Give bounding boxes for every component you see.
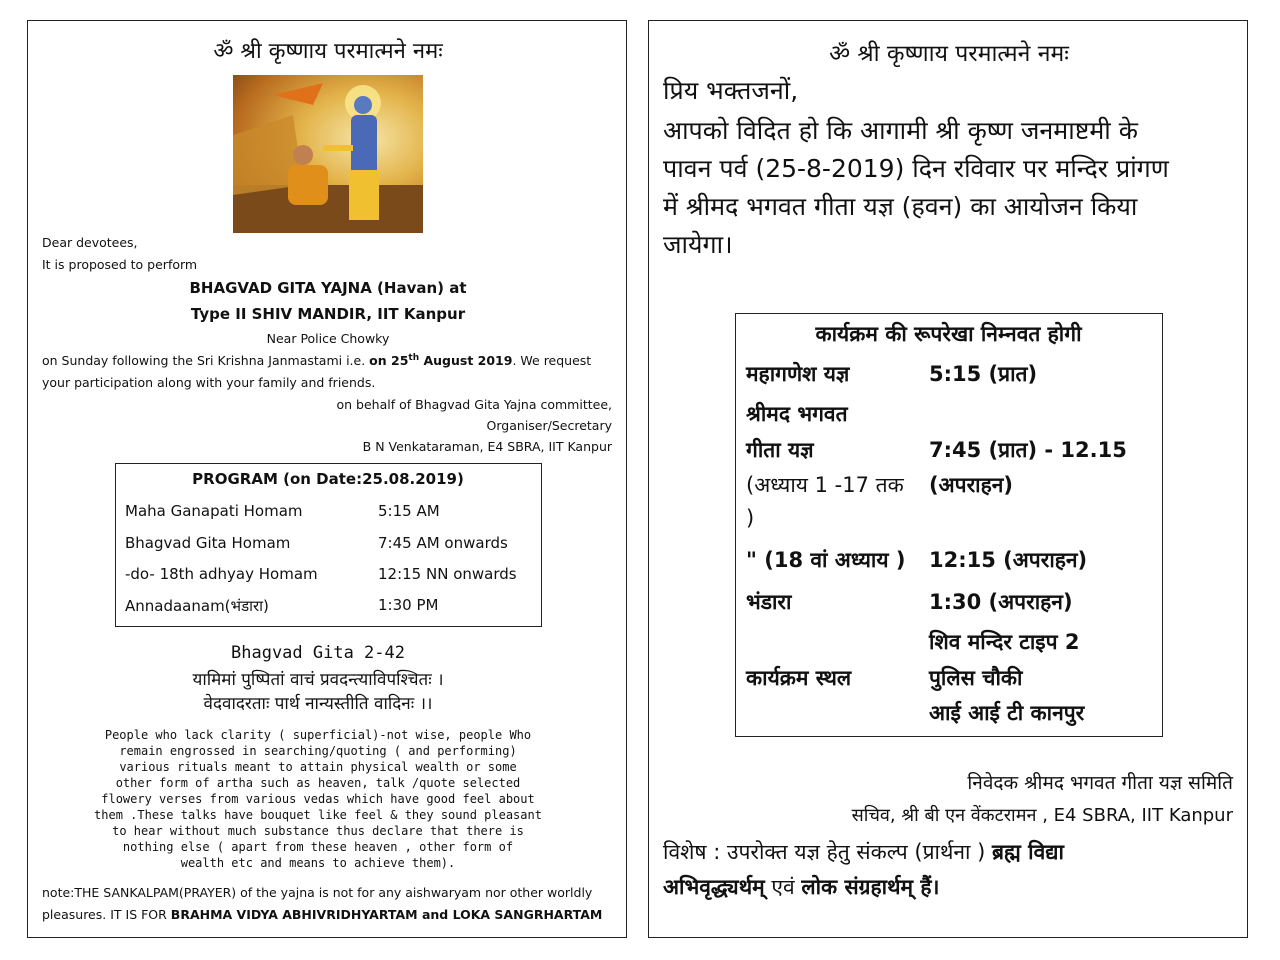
special-line-1 [663,838,1064,866]
translation-line: other form of artha such as heaven, talk /quote selected [115,776,521,790]
program-event-1: Maha Ganapati Homam [125,502,303,520]
program-event-3: -do- 18th adhyay Homam [125,565,318,583]
intro: It is proposed to perform [42,257,198,272]
date-line [42,353,591,368]
translation-line: wealth etc and means to achieve them). [180,856,456,870]
schedule-event-1: महागणेश यज्ञ [746,362,850,386]
translation-line: to hear without much substance thus declare that there is [112,824,524,838]
program-box [115,463,542,627]
verse-line-1: यामिमां पुष्पितां वाचं प्रवदन्त्याविपश्चितः । [192,670,444,690]
signature-secretary: सचिव, श्री बी एन वेंकटरामन , E4 SBRA, IIT Kanpur [851,805,1233,826]
verse-reference: Bhagvad Gita 2-42 [231,643,405,663]
schedule-time-3: 12:15 (अपराहन) [929,548,1088,572]
schedule-time-2a: 7:45 (प्रात) - 12.15 [929,438,1127,462]
date-line-end: . We request [512,353,592,369]
para-line-3: में श्रीमद भगवत गीता यज्ञ (हवन) का आयोजन किया [663,192,1138,221]
schedule-event-2b: गीता यज्ञ [746,438,814,462]
schedule-time-1: 5:15 (प्रात) [929,362,1038,386]
schedule-box [735,313,1163,737]
translation-line: People who lack clarity ( superficial)-not wise, people Who [104,728,532,742]
schedule-heading: कार्यक्रम की रूपरेखा निम्नवत होगी [815,322,1082,346]
invocation-heading: ॐ श्री कृष्णाय परमात्मने नमः [213,39,443,64]
on-behalf: on behalf of Bhagvad Gita Yajna committee, [336,397,612,412]
krishna-arjuna-illustration [233,75,423,233]
venue-line-3: आई आई टी कानपुर [929,701,1085,725]
schedule-event-2a: श्रीमद भगवत [746,402,848,426]
date-line-start: on Sunday following the Sri Krishna Janmastami i.e. [42,353,370,369]
venue: Type II SHIV MANDIR, IIT Kanpur [190,305,466,323]
note-bold: BRAHMA VIDYA ABHIVRIDHYARTAM and LOKA SANGRHARTAM [170,907,603,922]
verse-line-2: वेदवादरताः पार्थ नान्यस्तीति वादिनः ।। [203,694,433,714]
schedule-time-4: 1:30 (अपराहन) [929,590,1073,614]
program-time-2: 7:45 AM onwards [378,534,508,552]
translation-line: various rituals meant to attain physical wealth or some [119,760,517,774]
program-heading: PROGRAM (on Date:25.08.2019) [192,470,464,488]
translation-line: remain engrossed in searching/quoting ( and performing) [119,744,517,758]
program-event-2: Bhagvad Gita Homam [125,534,291,552]
para-line-4: जायेगा। [663,230,733,259]
participation-line: your participation along with your family and friends. [42,375,376,390]
translation-line: nothing else ( apart from these heaven , other form of [122,840,514,854]
venue-line-2: पुलिस चौकी [929,666,1023,690]
venue-line-1: शिव मन्दिर टाइप 2 [929,630,1080,654]
note-line-2 [42,907,602,922]
program-event-4: Annadaanam(भंडारा) [125,597,269,615]
organiser-name: B N Venkataraman, E4 SBRA, IIT Kanpur [362,439,612,454]
special-bold-3: लोक संग्रहार्थम् हैं। [801,875,940,899]
special-bold-1: ब्रह्म विद्या [992,840,1064,864]
note-line-1: note:THE SANKALPAM(PRAYER) of the yajna is not for any aishwaryam nor other worldly [42,885,593,900]
event-title: BHAGVAD GITA YAJNA (Havan) at [189,279,467,297]
signature-committee: निवेदक श्रीमद भगवत गीता यज्ञ समिति [967,772,1233,794]
special-line-2 [663,873,939,901]
verse-translation [18,727,618,871]
schedule-time-2b: (अपराहन) [929,473,1014,497]
date-sup: th [408,353,420,363]
special-pre: विशेष : उपरोक्त यज्ञ हेतु संकल्प (प्रार्थना ) [663,840,993,864]
program-time-3: 12:15 NN onwards [378,565,517,583]
krishna-arjuna-picture [233,75,423,233]
schedule-event-3: " (18 वां अध्याय ) [746,548,906,572]
special-mid: एवं [764,875,802,899]
hindi-invitation-panel [648,20,1248,938]
translation-line: them .These talks have bouquet like feel & they sound pleasant [94,808,542,822]
organiser-title: Organiser/Secretary [486,418,612,433]
special-bold-2: अभिवृद्ध्यर्थम् [663,875,765,899]
program-time-1: 5:15 AM [378,502,440,520]
schedule-event-4: भंडारा [746,590,792,614]
venue-label: कार्यक्रम स्थल [746,666,852,690]
invocation-heading-hindi: ॐ श्री कृष्णाय परमात्मने नमः [829,41,1069,67]
english-invitation-panel [27,20,627,938]
schedule-note-2b: ) [746,506,755,530]
para-line-1: आपको विदित हो कि आगामी श्री कृष्ण जनमाष्टमी के [663,116,1138,145]
salutation: प्रिय भक्तजनों, [663,76,799,105]
schedule-note-2a: (अध्याय 1 -17 तक [746,473,904,497]
para-line-2: पावन पर्व (25-8-2019) दिन रविवार पर मन्दिर प्रांगण [663,154,1169,183]
date-post: August 2019 [419,353,513,369]
landmark: Near Police Chowky [266,331,390,346]
date-pre: on 25 [369,353,409,369]
translation-line: flowery verses from various vedas which have good feel about [101,792,535,806]
program-time-4: 1:30 PM [378,596,439,614]
note-pre: pleasures. IT IS FOR [42,907,171,922]
greeting: Dear devotees, [42,235,138,250]
